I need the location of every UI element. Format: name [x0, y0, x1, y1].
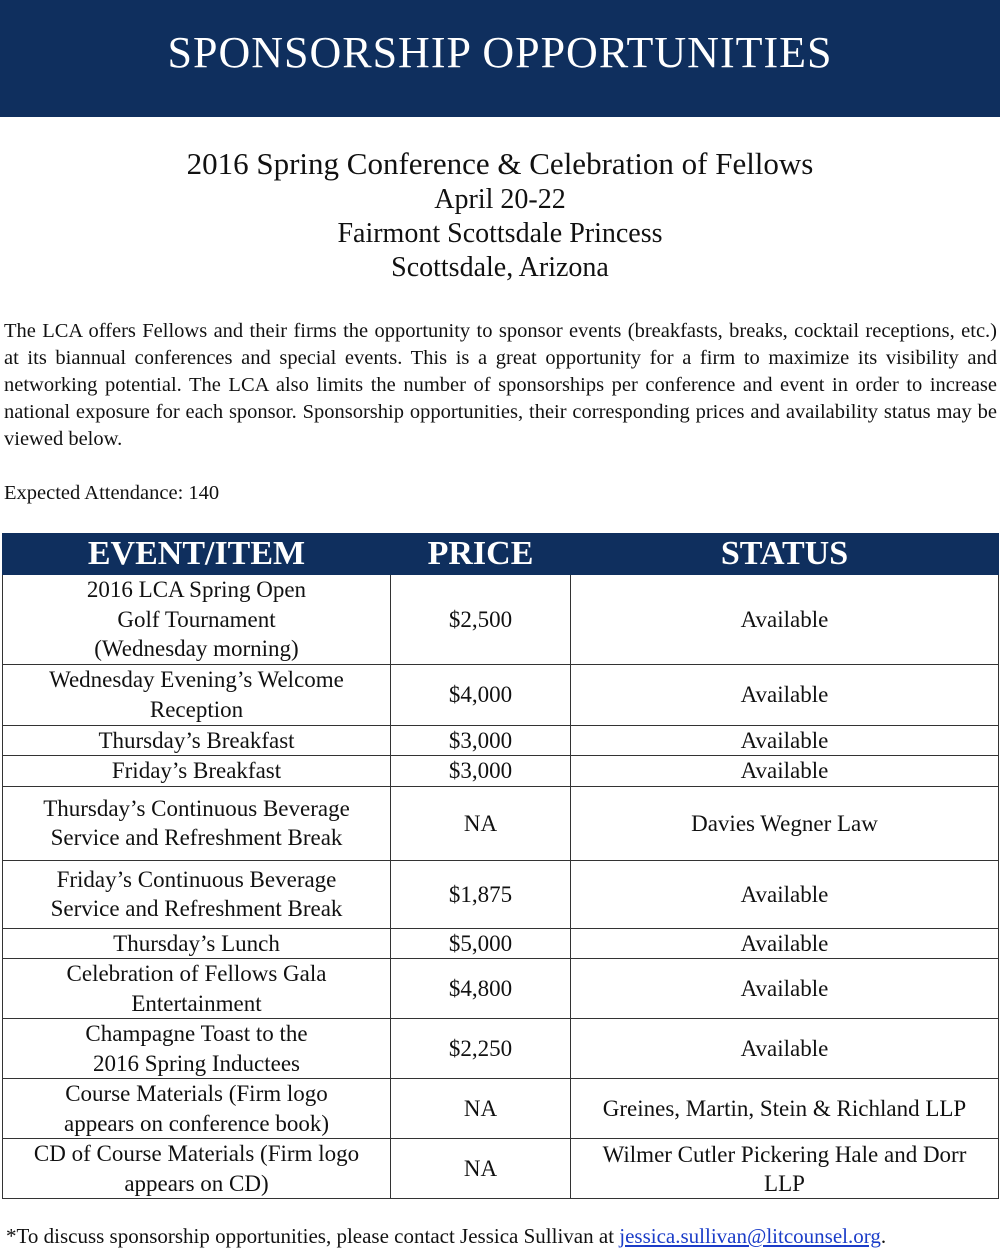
status-cell: Greines, Martin, Stein & Richland LLP	[571, 1079, 999, 1139]
header-banner	[0, 0, 1000, 117]
expected-attendance: Expected Attendance: 140	[4, 482, 220, 504]
status-cell: Available	[571, 959, 999, 1019]
contact-footer	[6, 1222, 886, 1250]
status-cell: Davies Wegner Law	[571, 786, 999, 860]
price-cell: $5,000	[391, 928, 571, 959]
event-name: 2016 Spring Conference & Celebration of Fellows	[186, 146, 814, 181]
table-row	[3, 1019, 999, 1079]
price-cell: $3,000	[391, 756, 571, 787]
status-cell: Available	[571, 928, 999, 959]
event-venue: Fairmont Scottsdale Princess	[337, 218, 663, 249]
event-dates: April 20-22	[434, 184, 566, 215]
price-cell: $2,500	[391, 575, 571, 665]
price-cell: $3,000	[391, 725, 571, 756]
price-cell: $2,250	[391, 1019, 571, 1079]
event-cell: Thursday’s Breakfast	[3, 725, 391, 756]
event-cell: Course Materials (Firm logo appears on conference book)	[3, 1079, 391, 1139]
status-cell: Available	[571, 725, 999, 756]
status-cell: Wilmer Cutler Pickering Hale and Dorr LLP	[571, 1139, 999, 1199]
event-cell: Friday’s Continuous Beverage Service and Refreshment Break	[3, 860, 391, 928]
status-cell: Available	[571, 1019, 999, 1079]
event-cell: Champagne Toast to the 2016 Spring Inductees	[3, 1019, 391, 1079]
table-row	[3, 786, 999, 860]
table-row	[3, 1079, 999, 1139]
table-row	[3, 664, 999, 725]
table-row	[3, 928, 999, 959]
event-cell: 2016 LCA Spring Open Golf Tournament (Wednesday morning)	[3, 575, 391, 665]
event-cell: Celebration of Fellows Gala Entertainment	[3, 959, 391, 1019]
event-heading	[0, 145, 1000, 285]
table-header-row	[3, 534, 999, 575]
status-cell: Available	[571, 575, 999, 665]
table-row	[3, 959, 999, 1019]
event-cell: Thursday’s Lunch	[3, 928, 391, 959]
status-cell: Available	[571, 664, 999, 725]
price-cell: $4,800	[391, 959, 571, 1019]
price-cell: $4,000	[391, 664, 571, 725]
table-row	[3, 756, 999, 787]
event-cell: CD of Course Materials (Firm logo appears on CD)	[3, 1139, 391, 1199]
table-row	[3, 860, 999, 928]
column-header-price: PRICE	[391, 534, 571, 575]
price-cell: $1,875	[391, 860, 571, 928]
status-cell: Available	[571, 756, 999, 787]
price-cell: NA	[391, 1139, 571, 1199]
event-cell: Wednesday Evening’s Welcome Reception	[3, 664, 391, 725]
footer-text: *To discuss sponsorship opportunities, please contact Jessica Sullivan at	[6, 1224, 620, 1248]
table-row	[3, 1139, 999, 1199]
footer-end: .	[880, 1224, 887, 1248]
column-header-status: STATUS	[571, 534, 999, 575]
price-cell: NA	[391, 1079, 571, 1139]
event-cell: Thursday’s Continuous Beverage Service and Refreshment Break	[3, 786, 391, 860]
event-location: Scottsdale, Arizona	[391, 252, 609, 283]
price-cell: NA	[391, 786, 571, 860]
contact-email-link[interactable]: jessica.sullivan@litcounsel.org	[619, 1224, 881, 1248]
sponsorship-table	[2, 533, 999, 1199]
page-title: SPONSORSHIP OPPORTUNITIES	[167, 28, 833, 77]
column-header-event: EVENT/ITEM	[3, 534, 391, 575]
table-row	[3, 725, 999, 756]
intro-paragraph: The LCA offers Fellows and their firms the opportunity to sponsor events (breakfasts, breaks, cocktail receptions, etc.) at its biannual conferences and special events. This is a great opportunity for a firm to maximize its visibility and networking potential. The LCA also limits the number of sponsorships per conference and event in order to increase national exposure for each sponsor. Sponsorship opportunities, their corresponding prices and availability status may be viewed below.	[4, 320, 997, 450]
event-cell: Friday’s Breakfast	[3, 756, 391, 787]
table-row	[3, 575, 999, 665]
status-cell: Available	[571, 860, 999, 928]
